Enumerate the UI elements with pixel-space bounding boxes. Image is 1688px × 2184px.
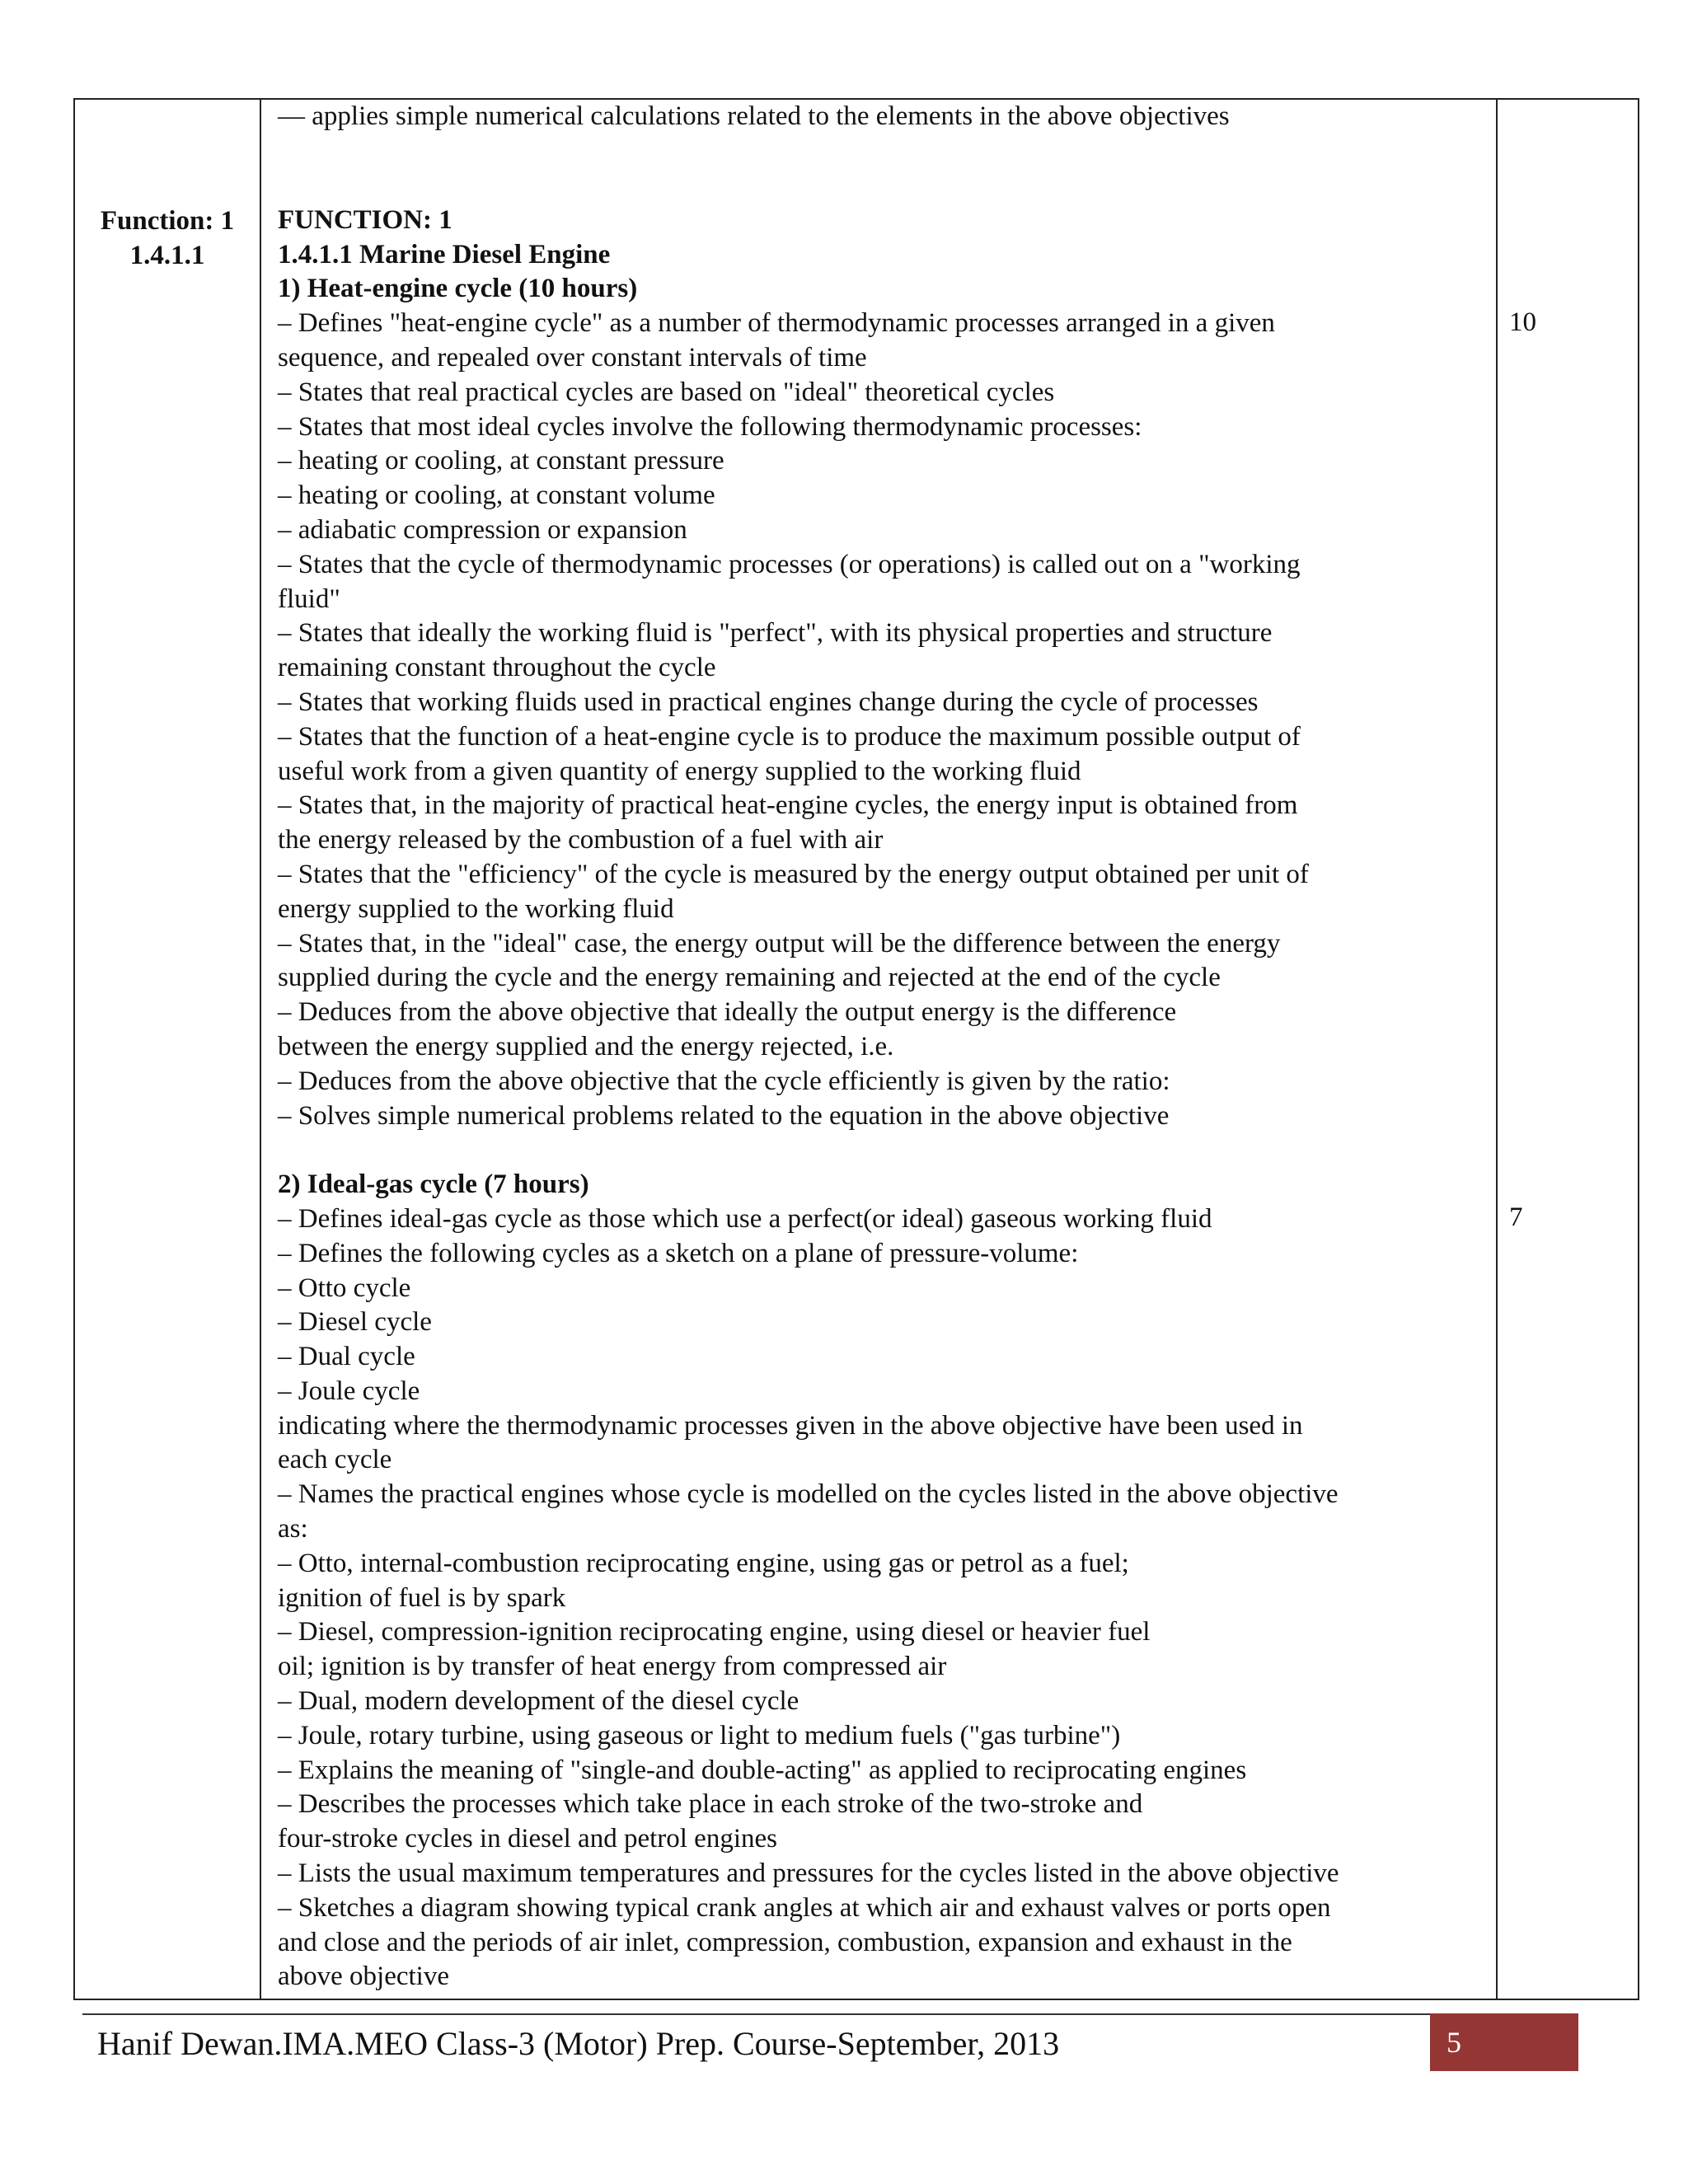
list-item: – Defines ideal-gas cycle as those which use a perfect(or ideal) gaseous working fluid <box>278 1203 1212 1234</box>
list-item: remaining constant throughout the cycle <box>278 653 716 683</box>
list-item: – States that real practical cycles are based on "ideal" theoretical cycles <box>278 377 1055 407</box>
list-item: – Joule, rotary turbine, using gaseous or light to medium fuels ("gas turbine") <box>278 1720 1121 1750</box>
list-item: – Lists the usual maximum temperatures and pressures for the cycles listed in the above objective <box>278 1858 1339 1889</box>
list-item: – Diesel, compression-ignition reciprocating engine, using diesel or heavier fuel <box>278 1617 1151 1647</box>
content-cell <box>260 99 1497 1999</box>
section2-heading: 2) Ideal-gas cycle (7 hours) <box>278 1169 589 1200</box>
list-item: – Solves simple numerical problems related to the equation in the above objective <box>278 1100 1170 1131</box>
list-item: ignition of fuel is by spark <box>278 1582 566 1613</box>
table-row <box>74 99 1639 1999</box>
list-item: – States that, in the majority of practical heat-engine cycles, the energy input is obtained from <box>278 790 1298 821</box>
list-item: – Names the practical engines whose cycle is modelled on the cycles listed in the above objective <box>278 1479 1339 1510</box>
list-item: energy supplied to the working fluid <box>278 893 674 924</box>
section1-heading: 1) Heat-engine cycle (10 hours) <box>278 274 638 304</box>
list-item: – States that most ideal cycles involve the following thermodynamic processes: <box>278 411 1142 442</box>
list-item: – States that, in the "ideal" case, the energy output will be the difference between the energy <box>278 928 1281 958</box>
list-item: – Deduces from the above objective that the cycle efficiently is given by the ratio: <box>278 1066 1170 1096</box>
subsection-heading: 1.4.1.1 Marine Diesel Engine <box>278 239 611 269</box>
list-item: useful work from a given quantity of energy supplied to the working fluid <box>278 756 1081 786</box>
content-text <box>278 100 1489 1994</box>
list-item: – Defines "heat-engine cycle" as a number of thermodynamic processes arranged in a given <box>278 308 1275 339</box>
page-number-box <box>1430 2013 1578 2071</box>
footer-text: Hanif Dewan.IMA.MEO Class-3 (Motor) Prep. Course-September, 2013 <box>97 2025 1060 2062</box>
list-item: fluid" <box>278 583 340 614</box>
list-item: – Defines the following cycles as a sketch on a plane of pressure-volume: <box>278 1238 1079 1268</box>
syllabus-table <box>73 98 1639 2000</box>
list-item: – Explains the meaning of "single-and double-acting" as applied to reciprocating engines <box>278 1755 1247 1785</box>
list-item: – Dual cycle <box>278 1342 415 1372</box>
list-item: – heating or cooling, at constant pressure <box>278 446 724 476</box>
hours-cell <box>1497 99 1639 1999</box>
list-item: each cycle <box>278 1445 392 1475</box>
section1-hours: 10 <box>1509 307 1536 337</box>
section1-list <box>278 307 1489 1133</box>
list-item: oil; ignition is by transfer of heat energy from compressed air <box>278 1652 947 1682</box>
list-item: – Otto, internal-combustion reciprocating engine, using gas or petrol as a fuel; <box>278 1548 1129 1578</box>
intro-line: — applies simple numerical calculations related to the elements in the above objectives <box>278 101 1230 131</box>
section2-list <box>278 1202 1489 1994</box>
function-cell <box>74 99 260 1999</box>
list-item: above objective <box>278 1961 449 1992</box>
list-item: indicating where the thermodynamic processes given in the above objective have been used in <box>278 1410 1303 1441</box>
list-item: four-stroke cycles in diesel and petrol engines <box>278 1824 777 1854</box>
function-label-line1: Function: 1 <box>100 206 235 236</box>
list-item: and close and the periods of air inlet, compression, combustion, expansion and exhaust in the <box>278 1927 1292 1957</box>
list-item: – States that the function of a heat-engine cycle is to produce the maximum possible output of <box>278 721 1301 752</box>
list-item: – Deduces from the above objective that ideally the output energy is the difference <box>278 997 1177 1028</box>
section2-hours: 7 <box>1509 1202 1523 1232</box>
function-heading: FUNCTION: 1 <box>278 204 452 235</box>
list-item: – States that the cycle of thermodynamic processes (or operations) is called out on a "working <box>278 549 1301 579</box>
list-item: the energy released by the combustion of a fuel with air <box>278 825 884 855</box>
list-item: – Joule cycle <box>278 1376 420 1406</box>
list-item: – States that working fluids used in practical engines change during the cycle of processes <box>278 687 1259 717</box>
list-item: – Dual, modern development of the diesel cycle <box>278 1686 799 1717</box>
list-item: as: <box>278 1514 308 1544</box>
footer-divider <box>82 2013 1434 2015</box>
list-item: – Diesel cycle <box>278 1307 432 1338</box>
list-item: sequence, and repealed over constant intervals of time <box>278 342 867 373</box>
function-label <box>75 204 260 273</box>
list-item: – States that the "efficiency" of the cycle is measured by the energy output obtained per unit of <box>278 859 1309 889</box>
list-item: – Describes the processes which take place in each stroke of the two-stroke and <box>278 1789 1143 1820</box>
list-item: – Otto cycle <box>278 1272 411 1303</box>
list-item: – heating or cooling, at constant volume <box>278 480 715 511</box>
list-item: – adiabatic compression or expansion <box>278 514 687 545</box>
list-item: between the energy supplied and the energy rejected, i.e. <box>278 1031 894 1062</box>
function-label-line2: 1.4.1.1 <box>129 241 205 270</box>
list-item: supplied during the cycle and the energy remaining and rejected at the end of the cycle <box>278 963 1221 993</box>
page-number: 5 <box>1447 2026 1461 2059</box>
list-item: – States that ideally the working fluid is "perfect", with its physical properties and structure <box>278 618 1273 649</box>
list-item: – Sketches a diagram showing typical crank angles at which air and exhaust valves or ports open <box>278 1892 1331 1923</box>
